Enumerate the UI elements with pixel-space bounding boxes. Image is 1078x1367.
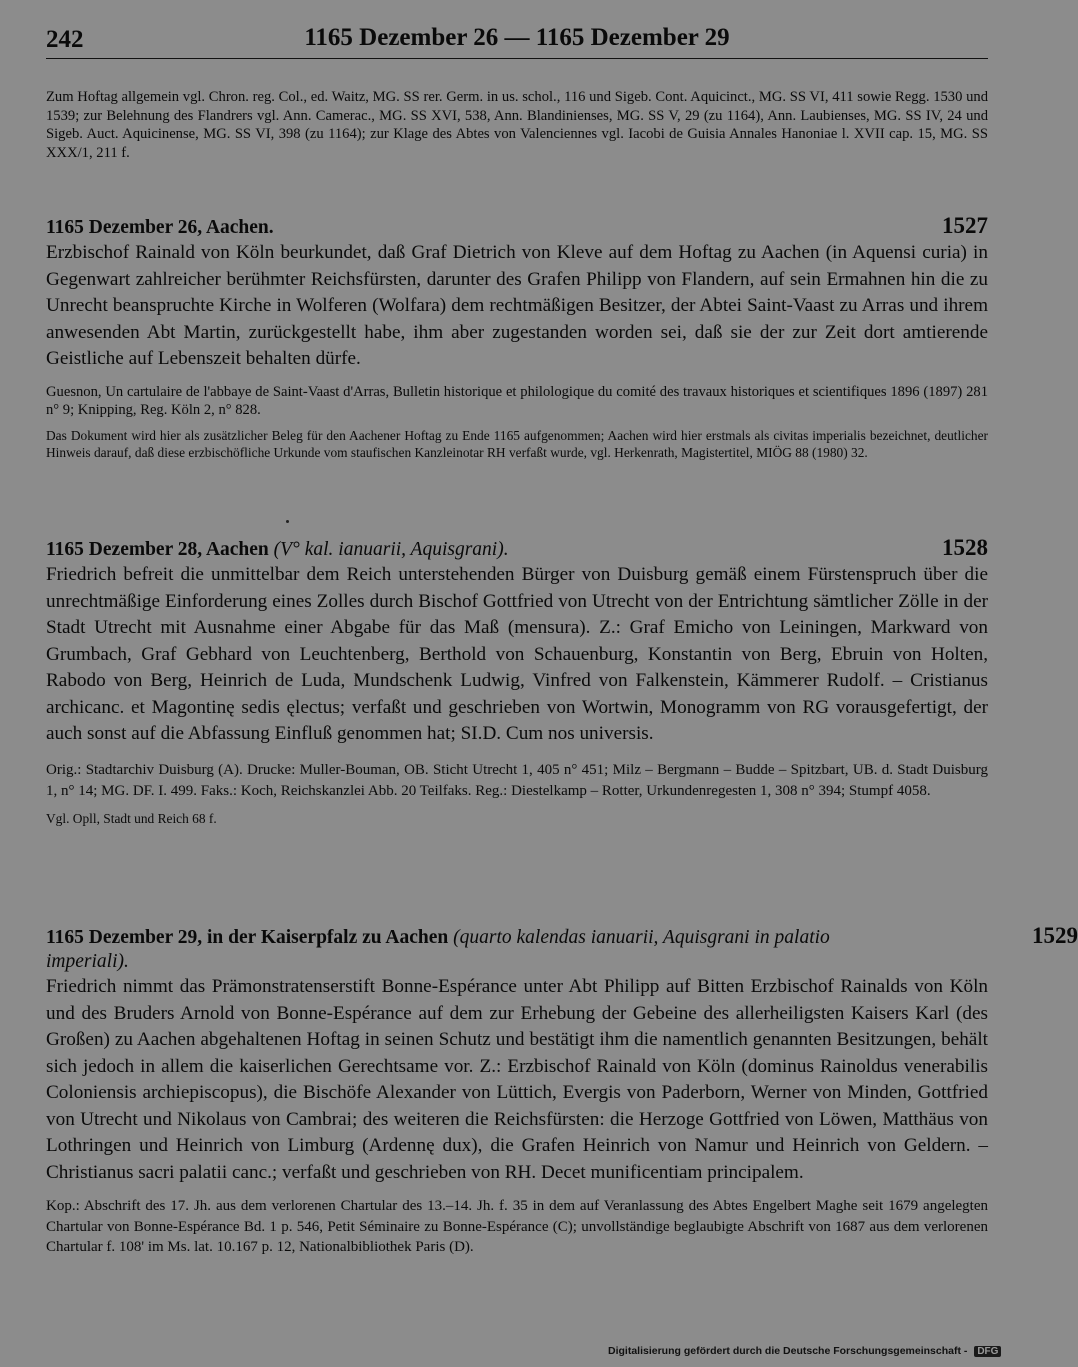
page-header bbox=[46, 24, 988, 59]
dfg-logo[interactable]: DFG bbox=[974, 1346, 1001, 1357]
entry-dating-clause: (quarto kalendas ianuarii, Aquisgrani in palatio imperiali). bbox=[46, 927, 830, 972]
entry-date: 1165 Dezember 28, Aachen bbox=[46, 539, 269, 560]
entry-number: 1528 bbox=[942, 535, 988, 560]
entry-text: Friedrich nimmt das Prämonstratenserstift Bonne-Espérance unter Abt Philipp auf Bitten Erzbischof Rainalds von Köln und des Bruders Arnold von Bonne-Espérance auf dem zur Erhebung der Gebeine des allerheiligsten Kaisers Karl (des Großen) zu Aachen abgehaltenen Hoftag in seinen Schutz und bestätigt ihm die namentlich genannten Besitzungen, behält sich jedoch in allem die kaiserlichen Gerechtsame vor. Z.: Erzbischof Rainald von Köln (dominus Rainoldus venerabilis Coloniensis archiepiscopus), die Bischöfe Alexander von Lüttich, Evergis von Paderborn, Werner von Minden, Gottfried von Utrecht und Nikolaus von Cambrai; des weiteren die Reichsfürsten: die Herzoge Gottfried von Löwen, Matthäus von Lothringen und Heinrich von Limburg (Ardennę dux), die Grafen Heinrich von Namur und Heinrich von Geldern. – Christianus sacri palatii canc.; verfaßt und geschrieben von RH. Decet munificentiam principalem. bbox=[46, 976, 988, 1183]
entry-sources: Guesnon, Un cartulaire de l'abbaye de Saint-Vaast d'Arras, Bulletin historique et philologique du comité des travaux historiques et scientifiques 1896 (1897) 281 n° 9; Knipping, Reg. Köln 2, n° 828. bbox=[46, 383, 988, 418]
entry-number: 1527 bbox=[942, 213, 988, 238]
entry-1528 bbox=[46, 535, 988, 827]
entry-sources: Kop.: Abschrift des 17. Jh. aus dem verlorenen Chartular des 13.–14. Jh. f. 35 in dem auf Veranlassung des Abtes Engelbert Maghe seit 1679 angelegten Chartular von Bonne-Espérance Bd. 1 p. 546, Petit Séminaire zu Bonne-Espérance (C); unvollständige beglaubigte Abschrift von 1687 aus dem verlorenen Chartular f. 108' im Ms. lat. 10.167 p. 12, Nationalbibliothek Paris (D). bbox=[46, 1198, 988, 1255]
entry-1529 bbox=[46, 923, 1078, 1258]
entry-text: Friedrich befreit die unmittelbar dem Reich unterstehenden Bürger von Duisburg gemäß einem Fürstenspruch über die unrechtmäßige Einforderung eines Zolles durch Bischof Gottfried von Utrecht von der Entrichtung sämtlicher Zölle in der Stadt Utrecht mit Ausnahme einer Abgabe für das Maß (mensura). Z.: Graf Emicho von Leiningen, Markward von Grumbach, Graf Gebhard von Leuchtenberg, Berthold von Schauenburg, Konstantin von Berg, Ebruin von Holten, Rabodo von Berg, Heinrich de Luda, Mundschenk Ludwig, Vinfred von Falkenstein, Kämmerer Rudolf. – Cristianus archicanc. et Magontinę sedis ęlectus; verfaßt und geschrieben von Wortwin, Monogramm von RG vorausgefertigt, der auch sonst auf die Abfassung Einfluß genommen hat; SI.D. Cum nos universis. bbox=[46, 564, 988, 744]
entry-note: Vgl. Opll, Stadt und Reich 68 f. bbox=[46, 810, 217, 826]
entry-sources: Orig.: Stadtarchiv Duisburg (A). Drucke: Muller-Bouman, OB. Sticht Utrecht 1, 405 n° 451; Milz – Bergmann – Budde – Spitzbart, UB. d. Stadt Duisburg 1, n° 14; MG. DF. I. 499. Faks.: Koch, Reichskanzlei Abb. 20 Teilfaks. Reg.: Diestelkamp – Rotter, Urkundenregesten 1, 308 n° 394; Stumpf 4058. bbox=[46, 761, 988, 799]
entry-heading bbox=[46, 535, 988, 562]
entry-text: Erzbischof Rainald von Köln beurkundet, daß Graf Dietrich von Kleve auf dem Hoftag zu Aachen (in Aquensi curia) in Gegenwart zahlreicher berühmter Reichsfürsten, darunter des Grafen Philipp von Flandern, auf sein Ermahnen hin die zu Unrecht beanspruchte Kirche in Wolferen (Wolfara) dem rechtmäßigen Besitzer, der Abtei Saint-Vaast zu Arras und ihrem anwesenden Abt Martin, zurückgestellt habe, ihm aber zugestanden worden sei, daß sie der zur Zeit dort amtierende Geistliche auf Lebenszeit behalten dürfe. bbox=[46, 242, 988, 369]
entry-date: 1165 Dezember 26, Aachen. bbox=[46, 217, 274, 238]
entry-heading bbox=[46, 923, 1078, 974]
running-head: 1165 Dezember 26 — 1165 Dezember 29 bbox=[304, 24, 730, 51]
print-speck bbox=[286, 520, 289, 523]
entry-note: Das Dokument wird hier als zusätzlicher Beleg für den Aachener Hoftag zu Ende 1165 aufgenommen; Aachen wird hier erstmals als civitas imperialis bezeichnet, deutlicher Hinweis darauf, daß diese erzbischöfliche Urkunde vom staufischen Kanzleinotar RH verfaßt wurde, vgl. Herkenrath, Magistertitel, MIÖG 88 (1980) 32. bbox=[46, 427, 988, 460]
entry-heading bbox=[46, 213, 988, 240]
entry-date: 1165 Dezember 29, in der Kaiserpfalz zu Aachen bbox=[46, 927, 449, 948]
entry-number: 1529 bbox=[1032, 923, 1078, 948]
top-note: Zum Hoftag allgemein vgl. Chron. reg. Col., ed. Waitz, MG. SS rer. Germ. in us. schol., 116 und Sigeb. Cont. Aquicinct., MG. SS VI, 411 sowie Regg. 1530 und 1539; zur Belehnung des Flandrers vgl. Ann. Camerac., MG. SS XVI, 538, Ann. Blandinienses, MG. SS V, 29 (zu 1164), Ann. Laubienses, MG. SS IV, 24 und Sigeb. Auct. Aquicinense, MG. SS VI, 398 (zu 1164); zur Klage des Abtes von Valenciennes vgl. Iacobi de Guisia Annales Hanoniae l. XVII cap. 15, MG. SS XXX/1, 211 f. bbox=[46, 89, 988, 161]
dfg-footer bbox=[608, 1345, 1001, 1357]
page-number: 242 bbox=[46, 26, 84, 53]
funding-text: Digitalisierung gefördert durch die Deutsche Forschungsgemeinschaft - bbox=[608, 1345, 968, 1357]
entry-dating-clause: (V° kal. ianuarii, Aquisgrani). bbox=[273, 539, 509, 560]
entry-1527 bbox=[46, 213, 988, 461]
